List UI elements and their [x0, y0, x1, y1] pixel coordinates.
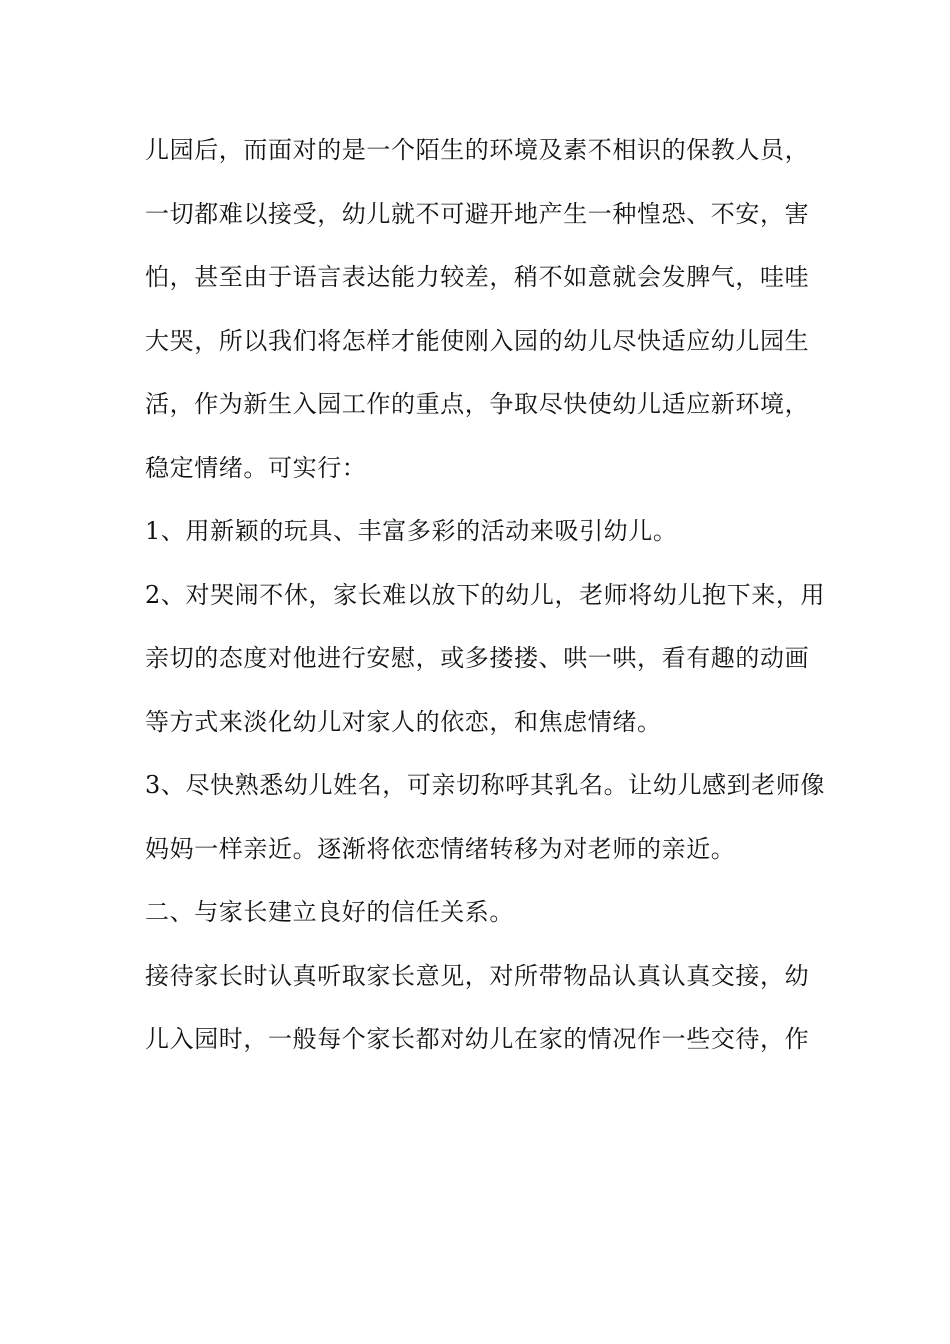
section-heading: 二、与家长建立良好的信任关系。 [145, 898, 514, 926]
text-line: 儿园后，而面对的是一个陌生的环境及素不相识的保教人员， [145, 136, 810, 164]
text-line: 妈妈一样亲近。逐渐将依恋情绪转移为对老师的亲近。 [145, 834, 736, 863]
text-line: 等方式来淡化幼儿对家人的依恋，和焦虑情绪。 [145, 707, 662, 736]
list-item-2: 2、对哭闹不休，家长难以放下的幼儿，老师将幼儿抱下来，用 [145, 580, 826, 609]
text-line: 稳定情绪。可实行： [145, 453, 367, 482]
body-text [145, 130, 826, 1083]
list-item-3: 3、尽快熟悉幼儿姓名，可亲切称呼其乳名。让幼儿感到老师像 [145, 771, 826, 799]
text-line: 儿入园时，一般每个家长都对幼儿在家的情况作一些交待，作 [145, 1025, 810, 1053]
text-line: 亲切的态度对他进行安慰，或多搂搂、哄一哄，看有趣的动画 [145, 644, 810, 672]
text-line: 怕，甚至由于语言表达能力较差，稍不如意就会发脾气，哇哇 [145, 263, 810, 291]
text-line: 接待家长时认真听取家长意见，对所带物品认真认真交接，幼 [145, 961, 810, 990]
list-item-1: 1、用新颖的玩具、丰富多彩的活动来吸引幼儿。 [145, 517, 678, 545]
text-line: 一切都难以接受，幼儿就不可避开地产生一种惶恐、不安，害 [145, 199, 810, 228]
text-line: 活，作为新生入园工作的重点，争取尽快使幼儿适应新环境， [145, 390, 810, 418]
text-line: 大哭，所以我们将怎样才能使刚入园的幼儿尽快适应幼儿园生 [145, 326, 810, 355]
